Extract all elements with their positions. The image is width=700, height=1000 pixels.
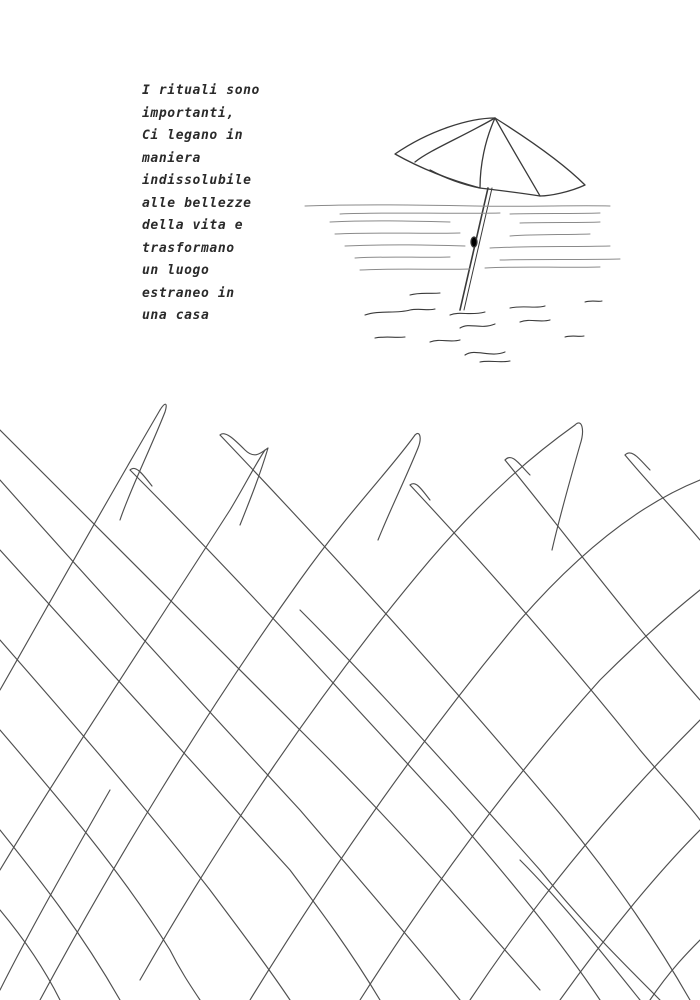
scribble-stroke — [520, 860, 640, 1000]
sea-line — [485, 267, 600, 268]
caption-line: alle bellezze — [142, 195, 252, 211]
scribble-stroke — [560, 830, 700, 1000]
handwritten-caption — [142, 80, 292, 328]
scribble-stroke — [0, 910, 60, 1000]
sand-mark — [410, 293, 440, 295]
caption-line: della vita e — [142, 218, 244, 233]
sand-mark — [430, 340, 460, 342]
scribble-stroke — [0, 430, 540, 990]
sea-line — [340, 213, 500, 214]
sea-line — [355, 257, 450, 258]
sea-line — [345, 245, 465, 246]
scribble-stroke — [470, 720, 700, 1000]
sea-line — [490, 246, 610, 248]
scribble-tip — [410, 484, 430, 500]
caption-line: I rituali sono — [142, 83, 260, 98]
caption-line: un luogo — [142, 263, 210, 278]
caption-line: una casa — [142, 308, 210, 323]
caption-line: maniera — [142, 150, 201, 166]
scribble-stroke — [650, 940, 700, 1000]
caption-line: importanti, — [142, 105, 235, 121]
beach-umbrella-icon — [300, 110, 630, 370]
sand-mark — [585, 301, 602, 302]
caption-line: Ci legano in — [142, 128, 244, 143]
scribble-tip — [625, 453, 650, 470]
sand-mark — [520, 320, 550, 322]
umbrella-clasp — [471, 237, 477, 247]
sand-mark — [365, 309, 435, 315]
sea-line — [510, 213, 600, 214]
scribble-tip — [378, 433, 420, 540]
scribble-pattern — [0, 390, 700, 1000]
scribble-stroke — [0, 480, 460, 1000]
scribble-stroke — [360, 590, 700, 1000]
sand-mark — [450, 312, 485, 315]
scribble-stroke — [0, 640, 290, 1000]
scribble-stroke — [0, 730, 200, 1000]
sand-mark — [460, 324, 495, 328]
scribble-stroke — [130, 470, 600, 1000]
sand-mark — [480, 361, 510, 362]
scribble-stroke — [0, 410, 160, 690]
caption-line: estraneo in — [142, 285, 235, 301]
scribble-stroke — [0, 790, 110, 990]
scribble-tip — [552, 423, 582, 550]
scribble-tip — [220, 434, 268, 525]
scribble-stroke — [140, 425, 575, 980]
scribble-tip — [505, 458, 530, 475]
sea-line — [335, 233, 460, 234]
caption-line: indissolubile — [142, 173, 252, 188]
scribble-stroke — [0, 550, 380, 1000]
sand-mark — [510, 306, 545, 308]
sea-line — [500, 259, 620, 260]
scribble-stroke — [0, 830, 120, 1000]
sand-mark — [565, 336, 584, 337]
scribble-stroke — [0, 450, 265, 870]
umbrella-rib — [480, 118, 495, 188]
scribble-stroke — [220, 435, 690, 1000]
scribble-tip — [120, 404, 166, 520]
sea-line — [330, 221, 450, 222]
sea-line — [360, 269, 470, 270]
sand-mark — [375, 337, 405, 338]
sand-mark — [465, 352, 505, 355]
scribble-stroke — [505, 460, 700, 700]
umbrella-rib — [495, 118, 540, 196]
scribble-tip — [130, 468, 152, 486]
caption-line: trasformano — [142, 240, 235, 256]
sea-line — [520, 222, 600, 223]
sea-line — [305, 205, 610, 206]
sea-line — [510, 234, 590, 236]
